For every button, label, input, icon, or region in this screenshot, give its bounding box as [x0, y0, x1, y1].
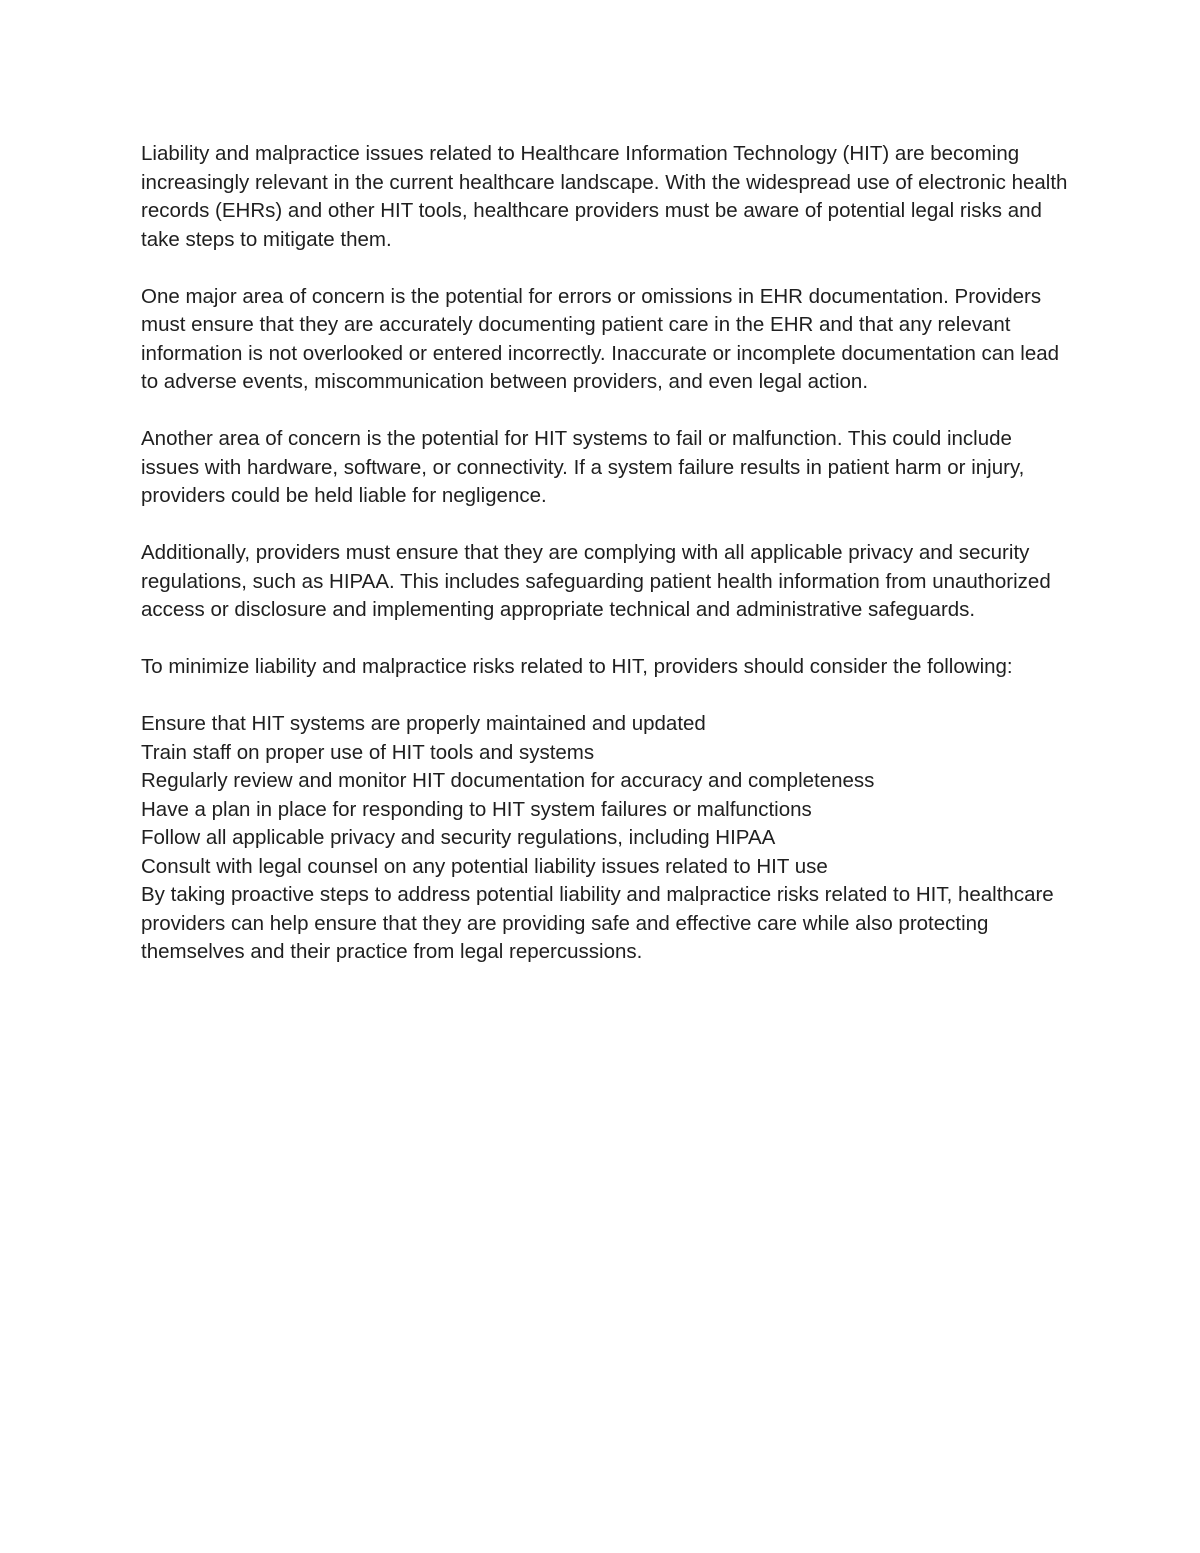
- list-item: Consult with legal counsel on any potential liability issues related to HIT use: [141, 854, 828, 878]
- list-item: Train staff on proper use of HIT tools and systems: [141, 740, 595, 764]
- paragraph-intro: Liability and malpractice issues related to Healthcare Information Technology (HIT) are becoming increasingly relevant in the current healthcare landscape. With the widespread use of electronic health records (EHRs) and other HIT tools, healthcare providers must be aware of potential legal risks and take steps to mitigate them.: [141, 142, 1068, 251]
- paragraph-documentation-errors: One major area of concern is the potential for errors or omissions in EHR documentation. Providers must ensure that they are accurately documenting patient care in the EHR and that any relevant information is not overlooked or entered incorrectly. Inaccurate or incomplete documentation can lead to adverse events, miscommunication between providers, and even legal action.: [141, 284, 1060, 393]
- recommendations-list: [141, 710, 1071, 881]
- list-item: Regularly review and monitor HIT documentation for accuracy and completeness: [141, 769, 875, 792]
- paragraph-system-failures: Another area of concern is the potential for HIT systems to fail or malfunction. This could include issues with hardware, software, or connectivity. If a system failure results in patient harm or injury, providers could be held liable for negligence.: [141, 427, 1025, 507]
- list-item: Follow all applicable privacy and security regulations, including HIPAA: [141, 826, 776, 849]
- list-item: Ensure that HIT systems are properly maintained and updated: [141, 712, 706, 735]
- document-body: [141, 140, 1071, 967]
- paragraph-list-intro: To minimize liability and malpractice risks related to HIT, providers should consider the following:: [141, 655, 1013, 678]
- paragraph-privacy-security: Additionally, providers must ensure that they are complying with all applicable privacy and security regulations, such as HIPAA. This includes safeguarding patient health information from unauthorized access or disclosure and implementing appropriate technical and administrative safeguards.: [141, 541, 1051, 621]
- list-item: Have a plan in place for responding to HIT system failures or malfunctions: [141, 797, 812, 821]
- paragraph-closing: By taking proactive steps to address potential liability and malpractice risks related to HIT, healthcare providers can help ensure that they are providing safe and effective care while also protecting themselves and their practice from legal repercussions.: [141, 883, 1054, 963]
